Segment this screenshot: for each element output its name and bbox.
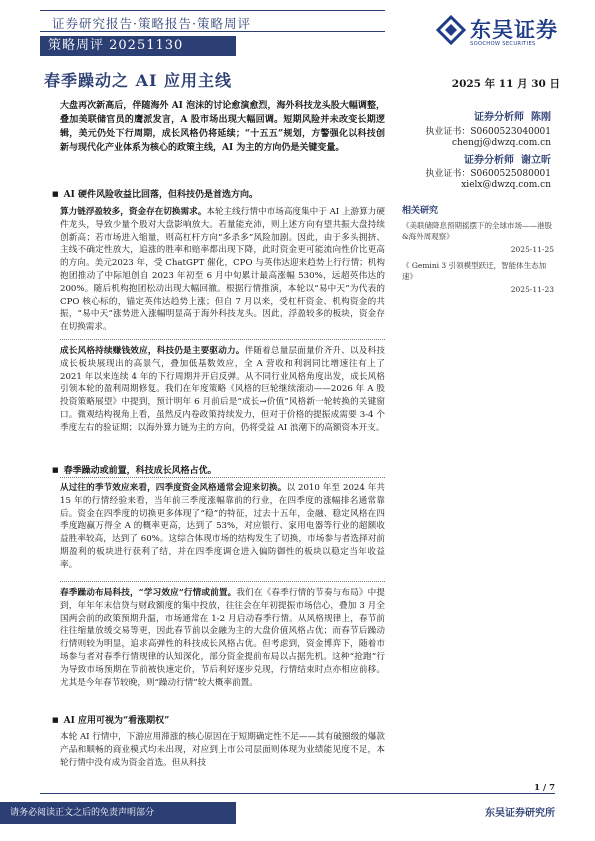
paragraph-body: 以 2010 年至 2024 年共 15 年的行情经验来看，当年前三季度涨幅靠前的行业，在四季度的涨幅排名通常靠后。资金在四季度的切换更多体现了“稳”的特征，过去十五年，金融、稳定风格在四季度跑赢万得全 A 的概率更高，达到了 53%，对应银行、家用电器等行业的超额收益胜率较高，达到了 60%。这综合体现市场的结构发生了切换，市场参与者选择对前期盈利的板块进行获利了结，并在四季度调仓进入偏防御性的板块以稳定当年收益率。 — [60, 483, 385, 570]
report-type-banner: 策略周评 20251130 — [40, 36, 236, 56]
paragraph-body: 伴随着总量层面量价齐升、以及科技成长板块展现出的高景气，叠加低基数效应，全 A 营收和利润同比增速往有上了 2021 年以来连续 4 年的下行周期并开启反弹。从不同行业风格角度出发，成长风格引领本轮的盈利周期修复。我们在年度策略《风格的巨轮继续滚动——2026 年 A 股投资策略展望》中提到，预计明年 6 月前后是“成长→价值”风格新一轮转换的关键窗口。微观结构视角上看，虽然反内卷政策持续发力，但对于价格的提振成需要 3-4 个季度左右的验证期；以海外算力链为主的方向，仍将受益 AI 浪潮下的高额资本开支。 — [60, 346, 385, 433]
abstract: 大盘再次新高后，伴随海外 AI 泡沫的讨论愈演愈烈，海外科技龙头股大幅调整，叠加美联储官员的鹰派发言，A 股市场出现大幅回调。短期风险并未改变长期逻辑，美元仍处下行周期，成长风格仍将延续；“十五五”规划，方警强化以科技创新与现代化产业体系为核心的政策主线，AI 为主的方向仍是关键变量。 — [60, 101, 385, 153]
related-item-date: 2025-11-25 — [510, 245, 554, 254]
analyst-name: 陈刚 — [531, 112, 551, 123]
page-number: 1 / 7 — [534, 783, 555, 793]
body-paragraph — [60, 345, 385, 435]
analyst-role: 证券分析师 — [474, 112, 525, 123]
section-heading: ■ 春季躁动或前置，科技成长风格占优。 — [52, 463, 217, 476]
section-heading: ■ AI 应用可视为“看涨期权” — [52, 713, 169, 726]
analyst-2-cert: 执业证书：S0600525080001 — [425, 169, 551, 179]
section-heading: ■ AI 硬件风险收益比回落，但科技仍是首选方向。 — [52, 187, 258, 200]
body-paragraph — [60, 587, 385, 689]
related-item[interactable]: 《 Gemini 3 引领模型跃迁，智能体生态加速》 — [402, 261, 547, 281]
logo-text-cn: 东吴证券 — [470, 18, 558, 42]
analyst-1-cert: 执业证书：S0600523040001 — [425, 127, 551, 137]
paragraph-lead: 春季躁动布局科技，“学习效应”行情或前置。 — [60, 588, 237, 598]
body-paragraph — [60, 482, 385, 572]
paragraph-body: 我们在《春季行情的节奏与布局》中提到，年年年末信贷与财政额度的集中投放，往往会在年初提振市场信心，叠加 3 月全国两会前的政策预期升温，市场通常在 1-2 月启动春季行情。从风格规律上，春节前往往缩量放缓交易等更，因此春节前以金融为主的大盘价值风格占优；而春节后躁动行情则较为明显，追求高弹性的科技成长风格占优。但考虑到，资金博弈下，随着市场参与者对春季行情规律的认知深化，部分资金提前布局以占据先机。这种“抢跑”行为导致市场预期在节前被快速定价，节后利好逐步兑现，行情结束时点亦相应前移。尤其是今年春节较晚，则“躁动行情”较大概率前置。 — [60, 588, 385, 688]
report-date: 2025 年 11 月 30 日 — [451, 78, 560, 90]
divider — [60, 477, 385, 478]
analyst-2-title — [464, 151, 551, 166]
body-paragraph — [60, 206, 385, 334]
report-title: 春季躁动之 AI 应用主线 — [44, 71, 233, 90]
body-paragraph — [60, 731, 385, 769]
footer-company: 东吴证券研究所 — [485, 808, 555, 819]
paragraph-lead: 成长风格持续赚钱效应，科技仍是主要驱动力。 — [60, 346, 245, 356]
paragraph-lead: 算力链浮盈较多，资金存在切换需求。 — [60, 207, 207, 217]
analyst-role: 证券分析师 — [464, 155, 515, 166]
logo-icon — [436, 15, 466, 45]
footer-rule — [40, 793, 555, 794]
related-item-date: 2025-11-23 — [510, 285, 554, 294]
paragraph-body: 本轮主线行情中市场高度集中于 AI 上游算力硬件龙头，导致少量个股对大盘影响放大。若量能充沛，则上述方向有望共振大盘持续创新高；若市场进入缩量，则高杠杆方向“多杀多”风险加剧。因此，由于多头拥挤、主线不确定性放大，追涨的胜率和赔率都出现下降，此时资金更可能流向性价比更高的方向。美元2023 年，受 ChatGPT 催化，CPO 与英伟达迎来趋势上行行情；机构抱团推动了中际旭创自 2023 年初至 6 月中旬累计最高涨幅 530%，远超英伟达的 200%。随后机构抱团松动出现大幅回撤。根据行情推演，本轮以“易中天”为代表的 CPO 核心标的，锚定英伟达趋势上涨；但自 7 月以来，受杠杆资金、机构资金的共振，“易中天”涨势进入涨幅明显高于海外科技龙头。因此，浮盈较多的板块，资金存在切换需求。 — [60, 207, 385, 333]
paragraph-body: 本轮 AI 行情中，下游应用滞涨的核心原因在于短期确定性不足——其有破圈级的爆款产品和顺畅的商业模式均未出现，对应到上市公司层面则体现为业绩能见度不足，本轮行情中没有成为资金首选。但从科技 — [60, 732, 385, 768]
disclaimer-notice[interactable]: 请务必阅读正文之后的免责声明部分 — [0, 802, 236, 824]
analyst-1-email[interactable]: chengj@dwzq.com.cn — [451, 138, 551, 148]
divider — [60, 581, 385, 582]
analyst-2-email[interactable]: xielx@dwzq.com.cn — [461, 180, 551, 190]
paragraph-lead: 从过往的季节效应来看，四季度资金风格通常会迎来切换。 — [60, 483, 287, 493]
related-item[interactable]: 《美联储降息预期摇摆下的全球市场——港股&海外周观察》 — [402, 221, 552, 241]
report-categories: 证券研究报告·策略报告·策略周评 — [52, 16, 251, 31]
logo-text-en: SOOCHOW SECURITIES — [470, 41, 536, 47]
related-research-title: 相关研究 — [402, 206, 439, 216]
analyst-1-title — [474, 108, 551, 123]
company-logo — [436, 11, 560, 51]
related-research — [402, 203, 554, 294]
divider — [60, 339, 385, 340]
analyst-name: 谢立昕 — [521, 155, 551, 166]
